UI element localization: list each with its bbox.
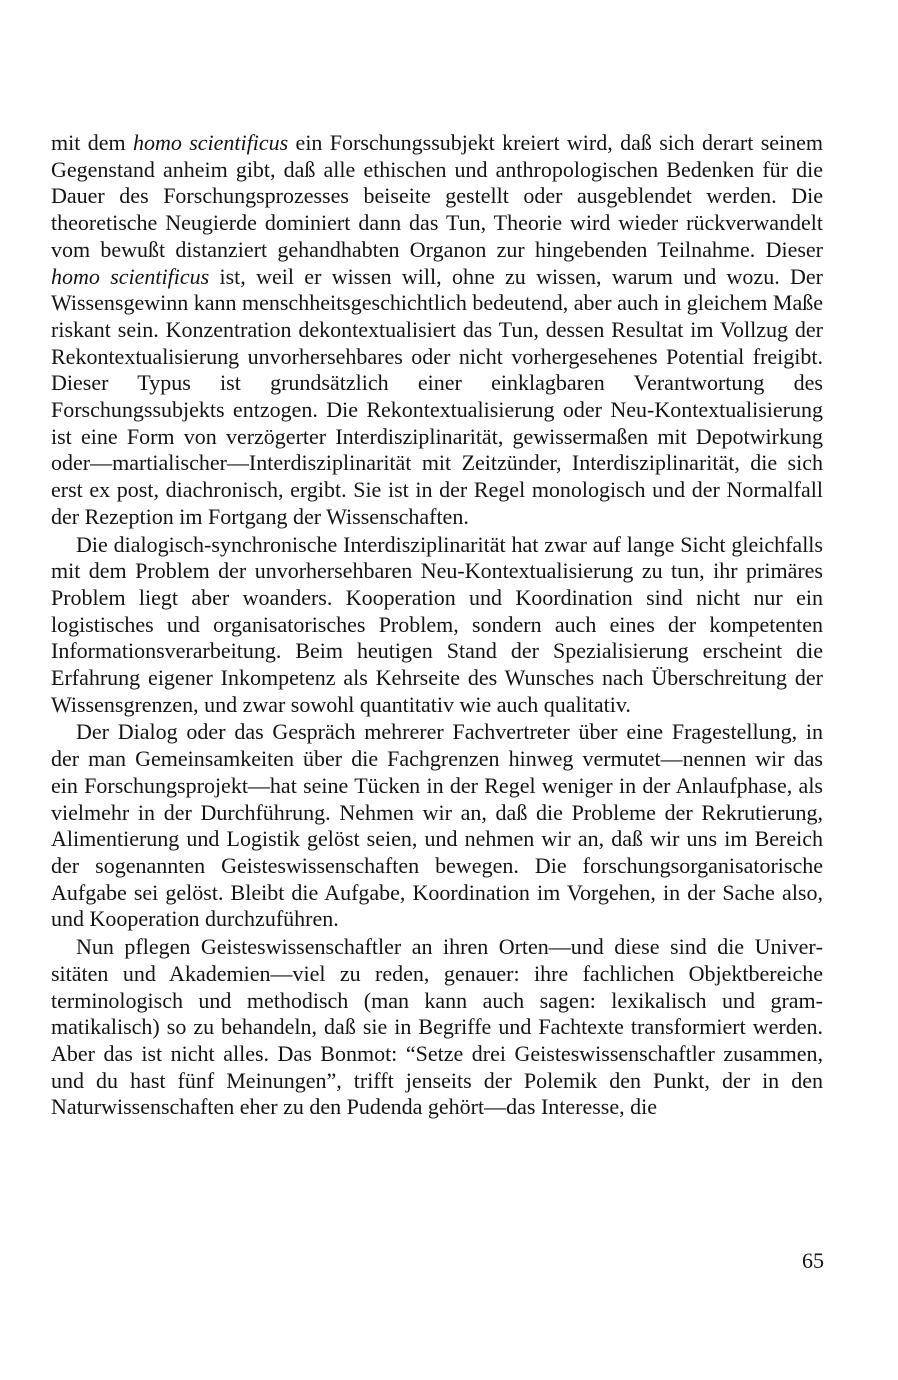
text-segment: ein Forschungssubjekt kreiert wird, daß sich derart seinem Gegenstand anheim gibt, daß alle ethischen und anthropologischen Bedenken für die Dauer des Forschungsprozesses beiseite gestellt oder ausgeblendet werden. Die theoretische Neugierde dominiert dann das Tun, Theorie wird wieder rückverwandelt vom bewußt distanziert gehandhabten Organon zur hingebenden Teilnahme. Dieser [51, 130, 824, 262]
text-segment: Nun pflegen Geisteswissenschaftler an ihren Orten—und diese sind die Universitäten und Akademien—viel zu reden, genauer: ihre fachlichen Objektbereiche terminologisch und methodisch (man kann auch sagen: lexikalisch und grammatikalisch) so zu behandeln, daß sie in Begriffe und Fachtexte transformiert werden. Aber das ist nicht alles. Das Bonmot: “Setze drei Geisteswissenschaftler zusammen, und du hast fünf Meinungen”, trifft jenseits der Polemik den Punkt, der in den Naturwissenschaften eher zu den Pudenda gehört—das Interesse, die [51, 934, 823, 1120]
text-segment: Die dialogisch-synchronische Interdisziplinarität hat zwar auf lange Sicht gleichfalls mit dem Problem der unvorhersehbaren Neu-Kontextualisierung zu tun, ihr primäres Problem liegt aber woanders. Kooperation und Koordination sind nicht nur ein logistisches und organisatorisches Problem, sondern auch eines der kompetenten Informationsverarbeitung. Beim heutigen Stand der Spezialisierung erscheint die Erfahrung eigener Inkompetenz als Kehrseite des Wunsches nach Überschreitung der Wissensgrenzen, und zwar sowohl quantitativ wie auch qualitativ. [51, 531, 823, 717]
text-segment: Der Dialog oder das Gespräch mehrerer Fachvertreter über eine Fragestellung, in der man Gemeinsamkeiten über die Fachgrenzen hinweg vermutet—nennen wir das ein Forschungsprojekt—hat seine Tücken in der Regel weniger in der Anlaufphase, als vielmehr in der Durchführung. Nehmen wir an, daß die Probleme der Rekrutierung, Alimentierung und Logistik gelöst seien, und nehmen wir an, daß wir uns im Bereich der sogenannten Geisteswissenschaften bewegen. Die forschungsorganisatorische Aufgabe sei gelöst. Bleibt die Aufgabe, Koordination im Vorgehen, in der Sache also, und Kooperation durchzuführen. [51, 719, 823, 932]
body-text [51, 130, 823, 1122]
page-number: 65 [802, 1248, 824, 1273]
text-segment: mit dem [51, 130, 133, 155]
italic-term: homo scientificus [132, 130, 289, 155]
paragraph-1 [51, 130, 823, 531]
paragraph-3 [51, 719, 823, 933]
paragraph-2 [51, 532, 823, 719]
italic-term: homo scientificus [51, 263, 210, 289]
text-segment: ist, weil er wissen will, ohne zu wissen, warum und wozu. Der Wissensgewinn kann menschheitsgeschichtlich bedeutend, aber auch in gleichem Maße riskant sein. Konzentration dekontextualisiert das Tun, dessen Resultat im Vollzug der Rekontextualisierung unvorhersehbares oder nicht vorhergesehenes Potential freigibt. Dieser Typus ist grundsätzlich einer einklagbaren Verantwortung des Forschungssubjekts entzogen. Die Rekontextualisierung oder Neu-Kontextualisierung ist eine Form von verzögerter Interdisziplinarität, gewissermaßen mit Depotwirkung oder—martialischer—Interdisziplinarität mit Zeitzünder, Interdisziplinarität, die sich erst ex post, diachronisch, ergibt. Sie ist in der Regel monologisch und der Normalfall der Rezeption im Fortgang der Wissenschaften. [51, 263, 823, 529]
paragraph-4 [51, 934, 823, 1121]
